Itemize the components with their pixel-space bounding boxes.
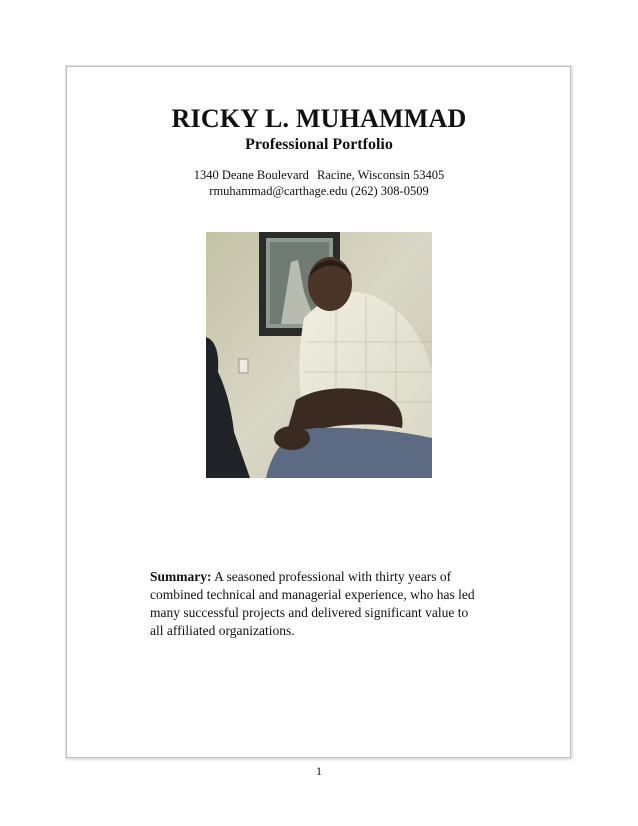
portrait-photo bbox=[206, 232, 432, 478]
summary-text: A seasoned professional with thirty years of combined technical and managerial experience, who has led many successful projects and delivered significant value to all affiliated organizations. bbox=[150, 569, 475, 638]
contact-line: rmuhammad@carthage.edu (262) 308-0509 bbox=[209, 184, 429, 198]
address-line bbox=[0, 168, 638, 183]
summary-label: Summary: bbox=[150, 569, 212, 584]
portfolio-owner-name: RICKY L. MUHAMMAD bbox=[171, 104, 467, 133]
portfolio-subtitle: Professional Portfolio bbox=[245, 136, 393, 153]
address-city: Racine, Wisconsin 53405 bbox=[316, 168, 445, 182]
address-street: 1340 Deane Boulevard bbox=[193, 168, 309, 182]
summary-paragraph bbox=[150, 568, 480, 640]
page-number: 1 bbox=[316, 764, 322, 778]
